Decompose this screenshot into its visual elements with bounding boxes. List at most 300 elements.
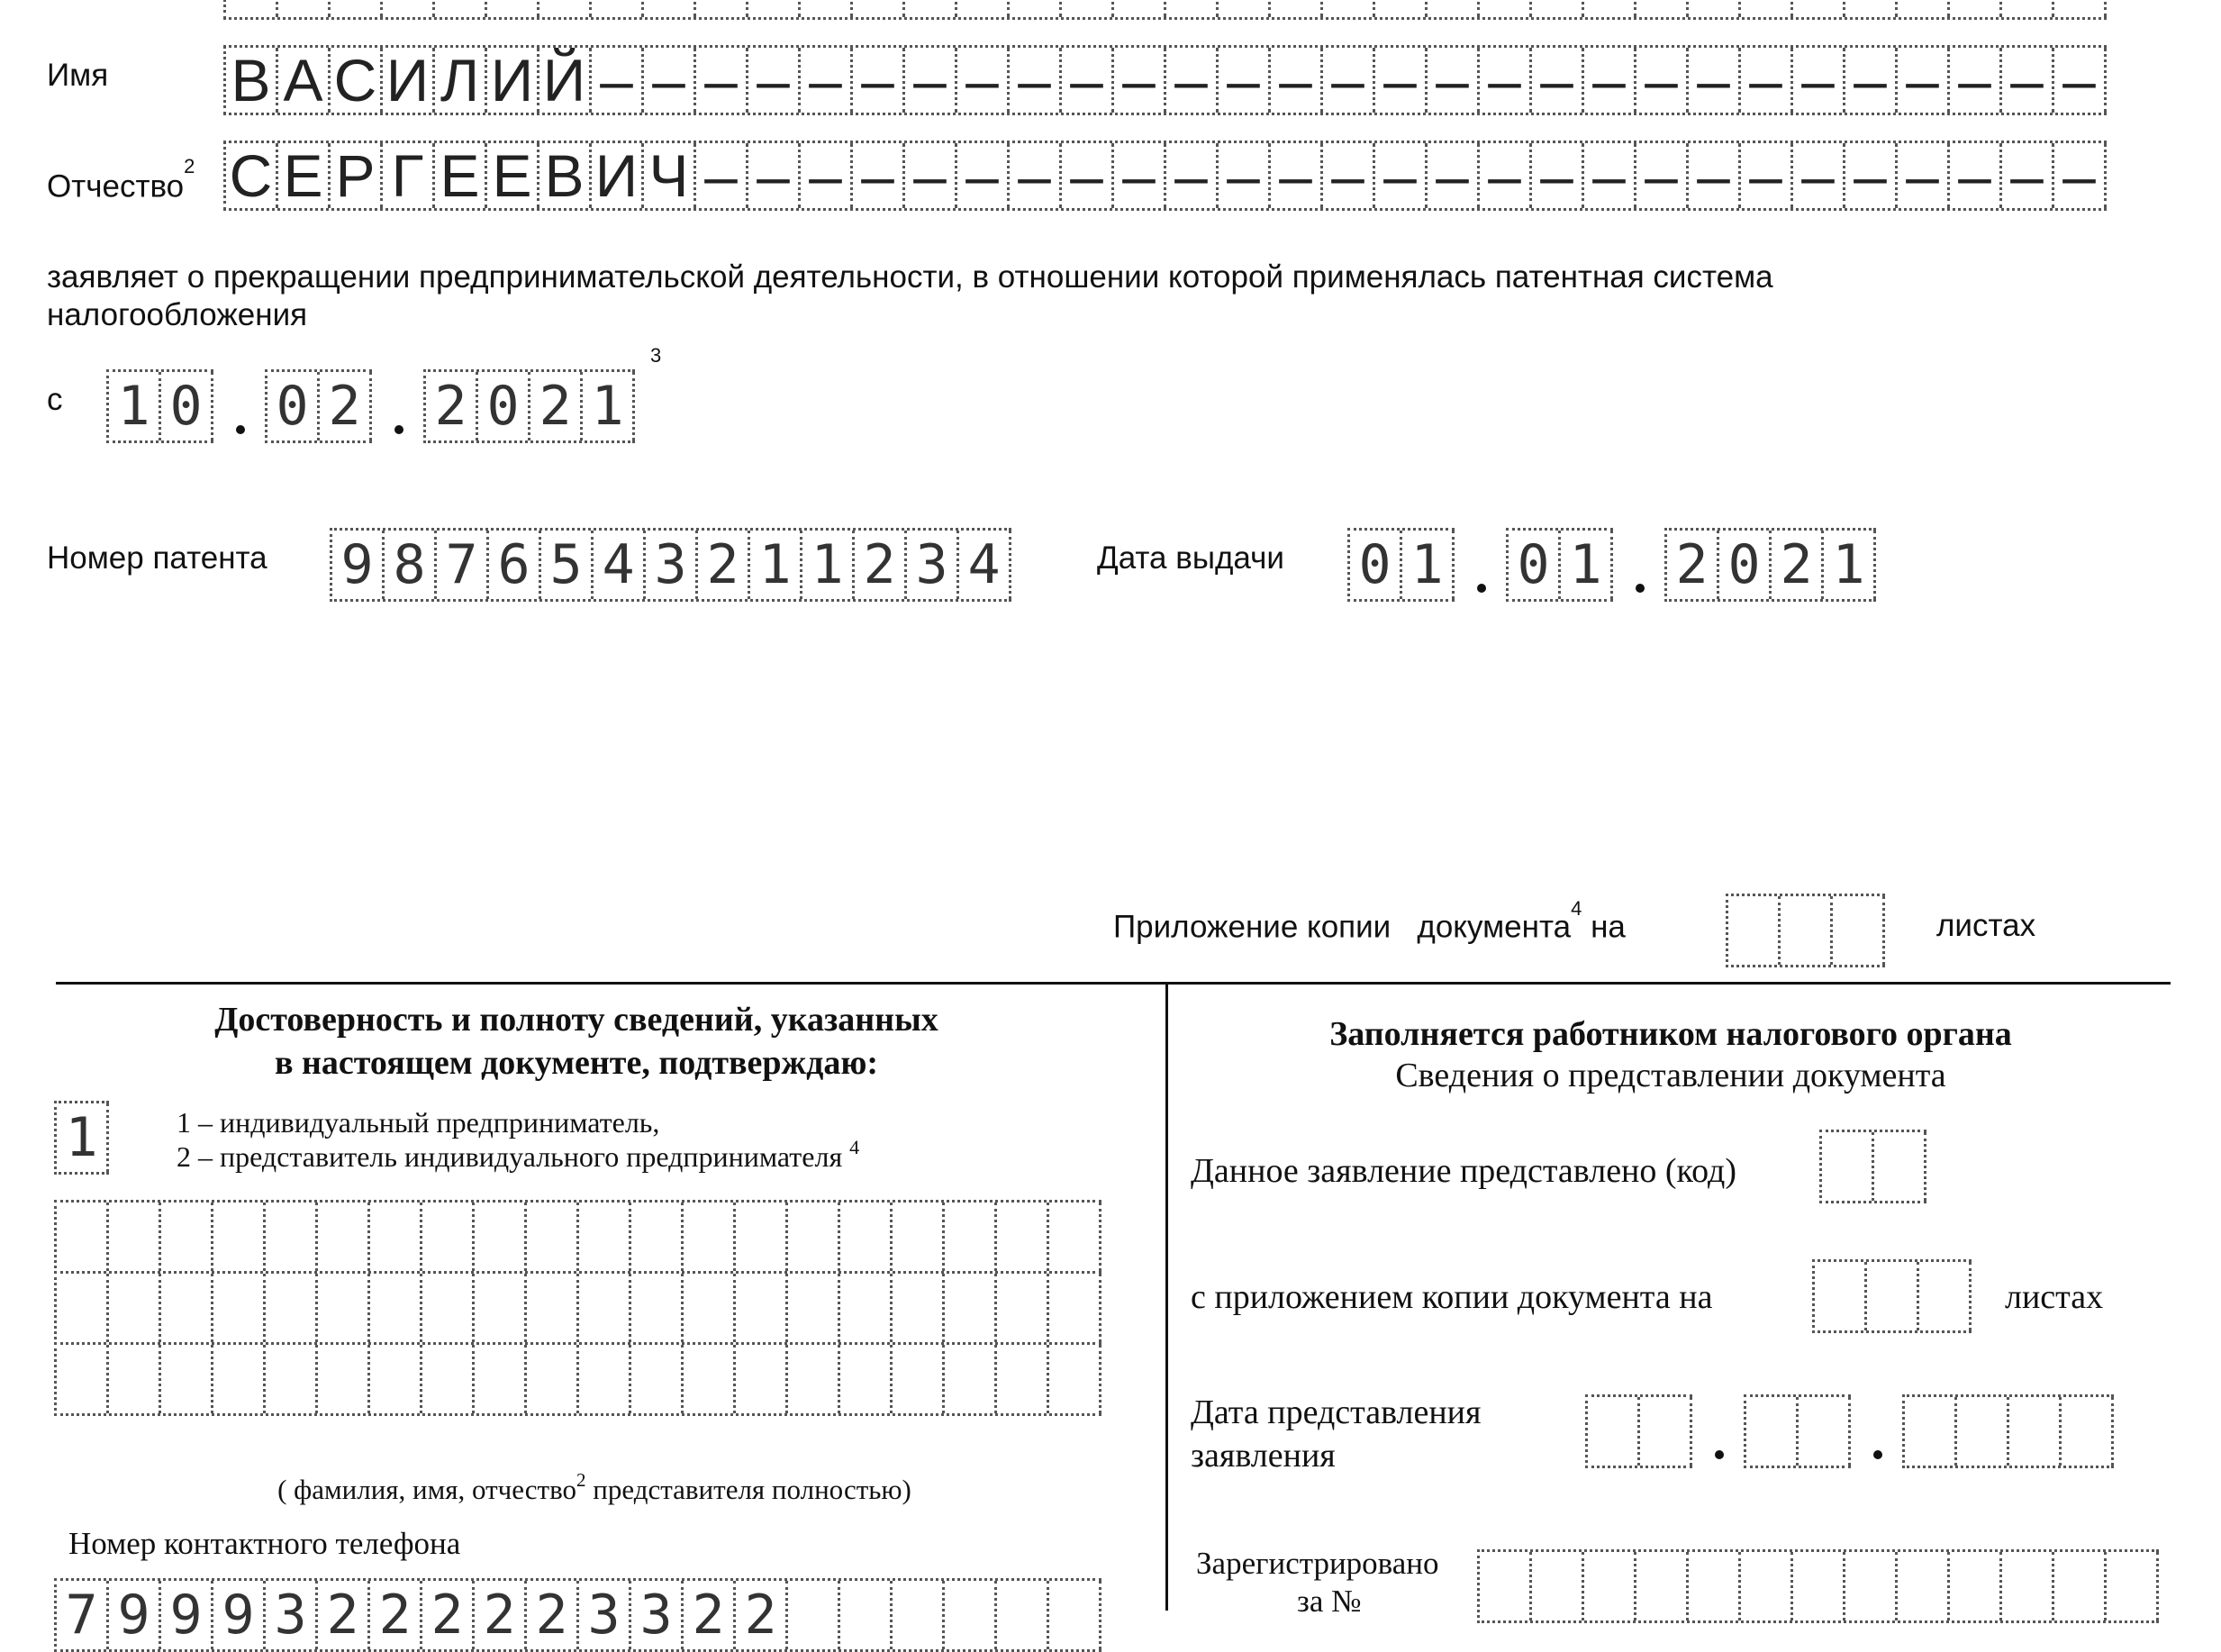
char-cell[interactable]: – — [801, 143, 853, 208]
copies-sheets-label: листах — [2005, 1278, 2104, 1316]
char-cell[interactable]: 2 — [318, 1581, 370, 1649]
char-cell[interactable]: 7 — [57, 1581, 109, 1649]
empty-cell[interactable] — [840, 1345, 893, 1413]
char-cell[interactable] — [957, 0, 1010, 17]
empty-cell[interactable] — [1822, 1132, 1874, 1201]
char-cell[interactable]: 2 — [1772, 531, 1824, 599]
char-cell[interactable]: – — [1062, 143, 1114, 208]
char-cell[interactable] — [1323, 0, 1375, 17]
char-cell[interactable]: 2 — [422, 1581, 475, 1649]
char-cell[interactable]: – — [1166, 48, 1219, 113]
date-separator-dot — [1636, 584, 1645, 593]
char-cell[interactable]: 5 — [541, 531, 594, 599]
char-cell[interactable] — [696, 0, 748, 17]
char-cell[interactable]: В — [226, 48, 278, 113]
empty-cell[interactable] — [109, 1345, 161, 1413]
empty-cell[interactable] — [370, 1274, 422, 1342]
char-cell[interactable]: 9 — [332, 531, 385, 599]
char-cell[interactable]: – — [1636, 48, 1689, 113]
char-cell[interactable] — [1728, 896, 1781, 965]
termination-month-cells[interactable] — [265, 369, 372, 443]
char-cell[interactable]: – — [1480, 48, 1532, 113]
char-cell[interactable] — [748, 0, 801, 17]
char-cell[interactable]: – — [1062, 48, 1114, 113]
submission-code-label: Данное заявление представлено (код) — [1191, 1152, 1736, 1190]
empty-cell[interactable] — [422, 1345, 475, 1413]
empty-cell[interactable] — [893, 1274, 945, 1342]
char-cell[interactable]: – — [748, 48, 801, 113]
char-cell[interactable] — [1428, 0, 1480, 17]
char-cell[interactable]: 8 — [385, 531, 437, 599]
char-cell[interactable] — [1898, 0, 1950, 17]
char-cell[interactable]: – — [1950, 143, 2002, 208]
name-cells[interactable] — [223, 45, 2107, 115]
date-separator-dot — [394, 425, 403, 434]
empty-cell[interactable] — [161, 1274, 213, 1342]
empty-cell[interactable] — [266, 1203, 318, 1271]
termination-date-prefix: с — [47, 382, 63, 417]
char-cell[interactable]: И — [487, 48, 539, 113]
char-cell[interactable]: – — [1166, 143, 1219, 208]
char-cell[interactable] — [1845, 0, 1898, 17]
submission-day-cells[interactable] — [1585, 1394, 1692, 1468]
char-cell[interactable] — [539, 0, 592, 17]
empty-cell[interactable] — [893, 1203, 945, 1271]
empty-cell[interactable] — [318, 1274, 370, 1342]
char-cell[interactable] — [2054, 0, 2107, 17]
termination-year-cells[interactable] — [423, 369, 635, 443]
char-cell[interactable]: – — [1532, 143, 1584, 208]
empty-cell[interactable] — [997, 1274, 1049, 1342]
empty-cell[interactable] — [1867, 1262, 1919, 1330]
char-cell[interactable]: 1 — [57, 1103, 109, 1172]
tax-office-subtitle: Сведения о представлении документа — [1395, 1057, 1946, 1094]
empty-cell[interactable] — [1905, 1397, 1957, 1466]
char-cell[interactable]: – — [1114, 48, 1166, 113]
char-cell[interactable] — [1480, 0, 1532, 17]
char-cell[interactable] — [1781, 896, 1833, 965]
char-cell[interactable]: Ч — [644, 143, 696, 208]
char-cell[interactable] — [840, 1581, 893, 1649]
empty-cell[interactable] — [370, 1203, 422, 1271]
char-cell[interactable] — [997, 1581, 1049, 1649]
empty-cell[interactable] — [840, 1274, 893, 1342]
empty-cell[interactable] — [109, 1203, 161, 1271]
char-cell[interactable]: – — [957, 48, 1010, 113]
char-cell[interactable]: – — [1010, 48, 1062, 113]
char-cell[interactable]: 0 — [478, 372, 530, 440]
char-cell[interactable]: – — [1898, 48, 1950, 113]
char-cell[interactable]: – — [1428, 143, 1480, 208]
char-cell[interactable] — [1114, 0, 1166, 17]
char-cell[interactable]: – — [1584, 48, 1636, 113]
char-cell[interactable]: 2 — [320, 372, 372, 440]
char-cell[interactable]: – — [2002, 143, 2054, 208]
empty-cell[interactable] — [213, 1345, 266, 1413]
empty-cell[interactable] — [2062, 1397, 2114, 1466]
char-cell[interactable]: – — [644, 48, 696, 113]
phone-cells[interactable] — [54, 1578, 1101, 1652]
date-separator-dot — [1715, 1450, 1724, 1459]
section-divider-vertical — [1165, 982, 1168, 1611]
char-cell[interactable] — [853, 0, 905, 17]
issue-day-cells[interactable] — [1347, 528, 1455, 602]
empty-cell[interactable] — [840, 1203, 893, 1271]
char-cell[interactable]: – — [1845, 143, 1898, 208]
char-cell[interactable]: 2 — [684, 1581, 736, 1649]
char-cell[interactable]: 2 — [475, 1581, 527, 1649]
empty-cell[interactable] — [1874, 1132, 1926, 1201]
patronymic-cells[interactable] — [223, 141, 2107, 211]
char-cell[interactable]: 4 — [959, 531, 1011, 599]
char-cell[interactable]: 9 — [161, 1581, 213, 1649]
char-cell[interactable]: Е — [435, 143, 487, 208]
char-cell[interactable]: – — [1010, 143, 1062, 208]
char-cell[interactable]: – — [748, 143, 801, 208]
char-cell[interactable] — [1741, 0, 1793, 17]
empty-cell[interactable] — [684, 1274, 736, 1342]
empty-cell[interactable] — [1588, 1397, 1640, 1466]
empty-cell[interactable] — [945, 1274, 997, 1342]
char-cell[interactable] — [1584, 0, 1636, 17]
representative-fio-row[interactable] — [54, 1271, 1101, 1345]
char-cell[interactable]: – — [1950, 48, 2002, 113]
char-cell[interactable] — [383, 0, 435, 17]
empty-cell[interactable] — [579, 1274, 631, 1342]
empty-cell[interactable] — [318, 1345, 370, 1413]
char-cell[interactable]: – — [1532, 48, 1584, 113]
char-cell[interactable]: В — [539, 143, 592, 208]
char-cell[interactable]: – — [1845, 48, 1898, 113]
empty-cell[interactable] — [788, 1203, 840, 1271]
char-cell[interactable]: 0 — [1509, 531, 1561, 599]
empty-cell[interactable] — [213, 1274, 266, 1342]
char-cell[interactable]: 2 — [698, 531, 750, 599]
char-cell[interactable]: 2 — [855, 531, 907, 599]
char-cell[interactable]: – — [2054, 143, 2107, 208]
char-cell[interactable]: – — [1898, 143, 1950, 208]
char-cell[interactable]: – — [1793, 48, 1845, 113]
char-cell[interactable]: – — [957, 143, 1010, 208]
char-cell[interactable] — [1375, 0, 1428, 17]
attachment-label-b: документа — [1417, 909, 1572, 945]
char-cell[interactable] — [592, 0, 644, 17]
char-cell[interactable]: И — [592, 143, 644, 208]
char-cell[interactable]: – — [1636, 143, 1689, 208]
char-cell[interactable]: Е — [487, 143, 539, 208]
empty-cell[interactable] — [1640, 1397, 1692, 1466]
char-cell[interactable] — [1062, 0, 1114, 17]
empty-cell[interactable] — [57, 1274, 109, 1342]
char-cell[interactable]: 2 — [426, 372, 478, 440]
char-cell[interactable] — [1271, 0, 1323, 17]
tax-office-title: Заполняется работником налогового органа — [1329, 1015, 2012, 1053]
char-cell[interactable]: 4 — [594, 531, 646, 599]
fio-caption-a: ( фамилия, имя, отчество — [277, 1474, 577, 1505]
attachment-sheets-label: листах — [1936, 908, 2036, 943]
char-cell[interactable]: 0 — [267, 372, 320, 440]
empty-cell[interactable] — [422, 1203, 475, 1271]
char-cell[interactable]: – — [696, 143, 748, 208]
char-cell[interactable] — [331, 0, 383, 17]
role-option-2 — [177, 1136, 860, 1174]
char-cell[interactable]: – — [1480, 143, 1532, 208]
empty-cell[interactable] — [475, 1345, 527, 1413]
patent-number-cells[interactable] — [330, 528, 1011, 602]
patronymic-label — [47, 155, 195, 205]
char-cell[interactable]: – — [1793, 143, 1845, 208]
char-cell[interactable] — [644, 0, 696, 17]
char-cell[interactable]: – — [905, 48, 957, 113]
empty-cell[interactable] — [1049, 1345, 1101, 1413]
empty-cell[interactable] — [475, 1203, 527, 1271]
char-cell[interactable]: 2 — [370, 1581, 422, 1649]
char-cell[interactable]: 3 — [266, 1581, 318, 1649]
footnote-2: 2 — [184, 155, 195, 177]
char-cell[interactable]: С — [331, 48, 383, 113]
char-cell[interactable] — [1532, 0, 1584, 17]
submission-date-label-1: Дата представления — [1191, 1393, 1482, 1431]
char-cell[interactable]: 2 — [527, 1581, 579, 1649]
registered-label-2: за № — [1297, 1584, 1362, 1619]
empty-cell[interactable] — [161, 1203, 213, 1271]
char-cell[interactable] — [1793, 0, 1845, 17]
char-cell[interactable] — [278, 0, 331, 17]
patronymic-label-text: Отчество — [47, 168, 185, 204]
char-cell[interactable]: 2 — [736, 1581, 788, 1649]
char-cell[interactable]: – — [1271, 48, 1323, 113]
empty-cell[interactable] — [1049, 1274, 1101, 1342]
char-cell[interactable]: 7 — [437, 531, 489, 599]
char-cell[interactable]: 0 — [1350, 531, 1402, 599]
char-cell[interactable]: 9 — [109, 1581, 161, 1649]
name-label: Имя — [47, 58, 109, 93]
char-cell[interactable] — [435, 0, 487, 17]
char-cell[interactable]: 2 — [530, 372, 583, 440]
char-cell[interactable]: – — [1219, 143, 1271, 208]
footnote-4: 4 — [1571, 897, 1582, 920]
empty-cell[interactable] — [527, 1345, 579, 1413]
char-cell[interactable] — [893, 1581, 945, 1649]
fio-caption-b: представителя полностью) — [585, 1474, 911, 1505]
char-cell[interactable]: 2 — [1667, 531, 1719, 599]
role-option-1: 1 – индивидуальный предприниматель, — [177, 1106, 660, 1139]
footnote-3: 3 — [650, 344, 662, 367]
char-cell[interactable]: – — [592, 48, 644, 113]
submission-date-label-2: заявления — [1191, 1437, 1336, 1475]
char-cell[interactable]: – — [1689, 48, 1741, 113]
empty-cell[interactable] — [57, 1345, 109, 1413]
role-code-cell[interactable] — [54, 1101, 109, 1175]
char-cell[interactable]: – — [801, 48, 853, 113]
char-cell[interactable]: 9 — [213, 1581, 266, 1649]
empty-cell[interactable] — [266, 1345, 318, 1413]
submission-month-cells[interactable] — [1744, 1394, 1851, 1468]
copies-label: с приложением копии документа на — [1191, 1278, 1713, 1316]
empty-cell[interactable] — [736, 1345, 788, 1413]
char-cell[interactable] — [1219, 0, 1271, 17]
date-separator-dot — [1873, 1450, 1882, 1459]
empty-cell[interactable] — [736, 1203, 788, 1271]
char-cell[interactable]: 1 — [802, 531, 855, 599]
copies-sheets-cells[interactable] — [1812, 1259, 1972, 1333]
phone-label: Номер контактного телефона — [68, 1526, 461, 1561]
role-option-2-text: 2 – представитель индивидуального предпринимателя — [177, 1140, 843, 1173]
char-cell[interactable] — [1950, 0, 2002, 17]
submission-code-cells[interactable] — [1819, 1130, 1926, 1203]
empty-cell[interactable] — [266, 1274, 318, 1342]
char-cell[interactable] — [945, 1581, 997, 1649]
char-cell[interactable] — [1636, 0, 1689, 17]
date-separator-dot — [236, 425, 245, 434]
empty-cell[interactable] — [684, 1203, 736, 1271]
char-cell[interactable]: 3 — [907, 531, 959, 599]
char-cell[interactable]: – — [1219, 48, 1271, 113]
empty-cell[interactable] — [945, 1345, 997, 1413]
char-cell[interactable] — [2002, 0, 2054, 17]
char-cell[interactable]: 0 — [161, 372, 213, 440]
empty-cell[interactable] — [579, 1203, 631, 1271]
empty-cell[interactable] — [997, 1203, 1049, 1271]
empty-cell[interactable] — [997, 1345, 1049, 1413]
char-cell[interactable]: А — [278, 48, 331, 113]
char-cell[interactable]: – — [1375, 48, 1428, 113]
char-cell[interactable] — [226, 0, 278, 17]
section-divider-horizontal — [56, 982, 2171, 985]
representative-fio-grid[interactable] — [54, 1200, 1101, 1421]
issue-year-cells[interactable] — [1664, 528, 1876, 602]
char-cell[interactable] — [1833, 896, 1885, 965]
char-cell[interactable]: 3 — [631, 1581, 684, 1649]
attachment-label-c: на — [1591, 909, 1626, 945]
char-cell[interactable] — [1166, 0, 1219, 17]
char-cell[interactable]: – — [1271, 143, 1323, 208]
char-cell[interactable]: 3 — [579, 1581, 631, 1649]
empty-cell[interactable] — [475, 1274, 527, 1342]
char-cell[interactable]: – — [1741, 143, 1793, 208]
char-cell[interactable]: И — [383, 48, 435, 113]
char-cell[interactable]: – — [1375, 143, 1428, 208]
char-cell[interactable]: Е — [278, 143, 331, 208]
char-cell[interactable]: С — [226, 143, 278, 208]
statement-line-1: заявляет о прекращении предпринимательской деятельности, в отношении которой применялась патентная система — [47, 259, 1773, 295]
footnote-2: 2 — [576, 1469, 586, 1491]
empty-cell[interactable] — [2009, 1397, 2062, 1466]
char-cell[interactable]: 0 — [1719, 531, 1772, 599]
statement-line-2: налогообложения — [47, 297, 308, 332]
char-cell[interactable]: 6 — [489, 531, 541, 599]
char-cell[interactable]: 1 — [583, 372, 635, 440]
char-cell[interactable] — [788, 1581, 840, 1649]
representative-fio-row[interactable] — [54, 1200, 1101, 1274]
char-cell[interactable]: 1 — [1561, 531, 1613, 599]
attachment-sheets-cells[interactable] — [1726, 894, 1885, 967]
char-cell[interactable]: Л — [435, 48, 487, 113]
char-cell[interactable]: – — [1428, 48, 1480, 113]
empty-cell[interactable] — [161, 1345, 213, 1413]
empty-cell[interactable] — [736, 1274, 788, 1342]
empty-cell[interactable] — [1957, 1397, 2009, 1466]
empty-cell[interactable] — [318, 1203, 370, 1271]
char-cell[interactable] — [1049, 1581, 1101, 1649]
fio-caption — [54, 1469, 1135, 1506]
representative-fio-row[interactable] — [54, 1342, 1101, 1416]
empty-cell[interactable] — [1049, 1203, 1101, 1271]
empty-cell[interactable] — [527, 1274, 579, 1342]
attachment-label-a: Приложение копии — [1113, 909, 1392, 945]
issue-month-cells[interactable] — [1506, 528, 1613, 602]
empty-cell[interactable] — [631, 1345, 684, 1413]
empty-cell[interactable] — [631, 1203, 684, 1271]
char-cell[interactable]: 1 — [1402, 531, 1455, 599]
registration-number-cells[interactable] — [1477, 1549, 2159, 1623]
empty-cell[interactable] — [57, 1203, 109, 1271]
char-cell[interactable]: 3 — [646, 531, 698, 599]
empty-cell[interactable] — [1815, 1262, 1867, 1330]
empty-cell[interactable] — [527, 1203, 579, 1271]
char-cell[interactable]: Р — [331, 143, 383, 208]
empty-cell[interactable] — [893, 1345, 945, 1413]
char-cell[interactable] — [801, 0, 853, 17]
empty-cell[interactable] — [213, 1203, 266, 1271]
char-cell[interactable]: – — [1689, 143, 1741, 208]
char-cell[interactable]: – — [853, 143, 905, 208]
char-cell[interactable]: – — [905, 143, 957, 208]
char-cell[interactable]: 1 — [109, 372, 161, 440]
empty-cell[interactable] — [684, 1345, 736, 1413]
patent-number-label: Номер патента — [47, 540, 267, 576]
char-cell[interactable] — [487, 0, 539, 17]
empty-cell[interactable] — [1799, 1397, 1851, 1466]
char-cell[interactable]: – — [1741, 48, 1793, 113]
empty-cell[interactable] — [1746, 1397, 1799, 1466]
footnote-4: 4 — [849, 1136, 860, 1158]
empty-cell[interactable] — [945, 1203, 997, 1271]
empty-cell[interactable] — [109, 1274, 161, 1342]
char-cell[interactable]: – — [2054, 48, 2107, 113]
confirm-title-2: в настоящем документе, подтверждаю: — [274, 1044, 879, 1082]
char-cell[interactable]: – — [1323, 48, 1375, 113]
empty-cell[interactable] — [788, 1274, 840, 1342]
issue-date-label: Дата выдачи — [1097, 540, 1284, 576]
char-cell[interactable]: – — [1114, 143, 1166, 208]
empty-cell[interactable] — [370, 1345, 422, 1413]
char-cell[interactable]: – — [696, 48, 748, 113]
registered-label-1: Зарегистрировано — [1196, 1546, 1439, 1581]
surname-cells[interactable] — [223, 0, 2107, 20]
char-cell[interactable]: 1 — [750, 531, 802, 599]
attachment-label — [1113, 897, 1626, 946]
submission-year-cells[interactable] — [1902, 1394, 2114, 1468]
char-cell[interactable]: – — [853, 48, 905, 113]
char-cell[interactable]: – — [1584, 143, 1636, 208]
termination-day-cells[interactable] — [106, 369, 213, 443]
char-cell[interactable]: Й — [539, 48, 592, 113]
char-cell[interactable]: – — [2002, 48, 2054, 113]
empty-cell[interactable] — [788, 1345, 840, 1413]
empty-cell[interactable] — [631, 1274, 684, 1342]
empty-cell[interactable] — [1919, 1262, 1972, 1330]
confirm-title-1: Достоверность и полноту сведений, указанных — [214, 1001, 938, 1039]
char-cell[interactable]: – — [1323, 143, 1375, 208]
char-cell[interactable]: Г — [383, 143, 435, 208]
empty-cell[interactable] — [579, 1345, 631, 1413]
char-cell[interactable] — [1010, 0, 1062, 17]
char-cell[interactable] — [905, 0, 957, 17]
char-cell[interactable] — [1689, 0, 1741, 17]
char-cell[interactable]: 1 — [1824, 531, 1876, 599]
empty-cell[interactable] — [422, 1274, 475, 1342]
